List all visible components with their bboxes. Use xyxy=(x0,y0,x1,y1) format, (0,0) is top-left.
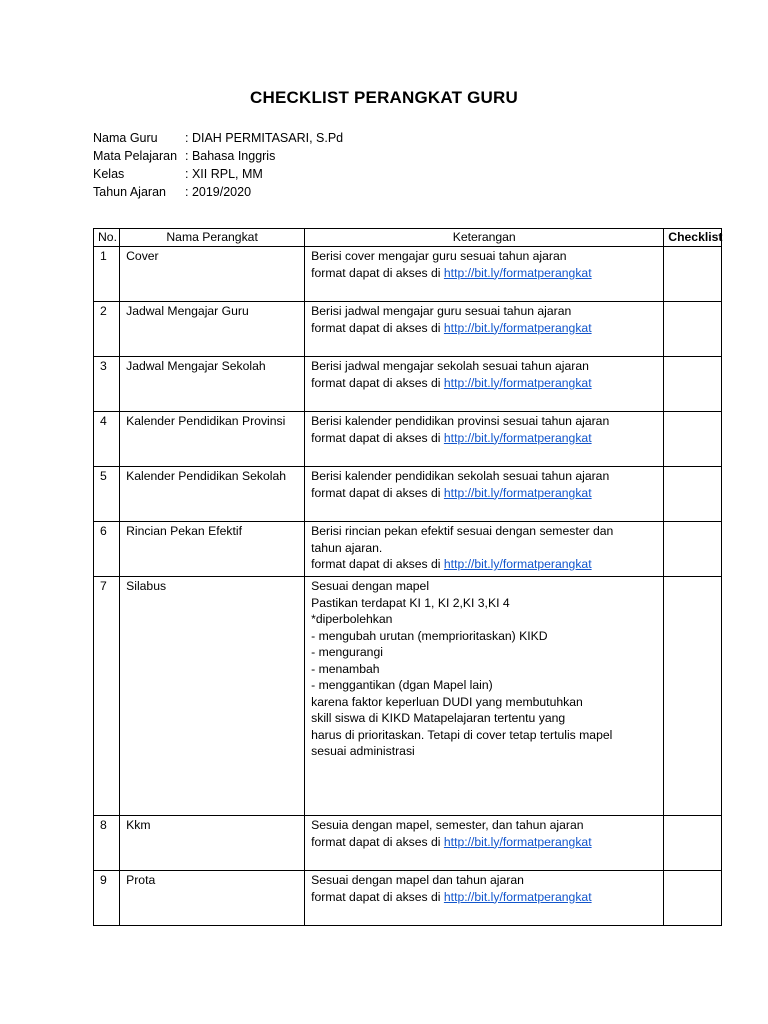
format-link-line xyxy=(311,889,657,906)
link-prefix: format dapat di akses di xyxy=(311,375,444,390)
item-name: Prota xyxy=(120,871,305,926)
row-number: 7 xyxy=(94,577,120,816)
item-name: Kalender Pendidikan Sekolah xyxy=(120,467,305,522)
format-link[interactable]: http://bit.ly/formatperangkat xyxy=(443,430,592,445)
row-number: 2 xyxy=(94,302,120,357)
item-name: Silabus xyxy=(120,577,305,816)
description-line: Berisi cover mengajar guru sesuai tahun ajaran xyxy=(311,249,567,263)
table-row xyxy=(94,302,722,357)
header-checklist: Checklist xyxy=(664,229,722,247)
format-link[interactable]: http://bit.ly/formatperangkat xyxy=(443,834,592,849)
item-description xyxy=(305,247,664,302)
meta-label: Kelas xyxy=(93,167,125,181)
format-link-line xyxy=(311,430,657,447)
table-row xyxy=(94,577,722,816)
item-name: Kalender Pendidikan Provinsi xyxy=(120,412,305,467)
meta-row-mata-pelajaran xyxy=(93,147,343,165)
checklist-cell[interactable] xyxy=(664,871,722,926)
format-link-line xyxy=(311,556,657,573)
table-row xyxy=(94,816,722,871)
item-description xyxy=(305,871,664,926)
row-number: 8 xyxy=(94,816,120,871)
header-no: No. xyxy=(94,229,120,247)
format-link-line xyxy=(311,320,657,337)
row-number: 6 xyxy=(94,522,120,577)
meta-value: : Bahasa Inggris xyxy=(185,149,276,163)
checklist-cell[interactable] xyxy=(664,247,722,302)
format-link-line xyxy=(311,265,657,282)
description-line: Pastikan terdapat KI 1, KI 2,KI 3,KI 4 xyxy=(311,595,510,610)
item-name: Jadwal Mengajar Guru xyxy=(120,302,305,357)
description-line: - menggantikan (dgan Mapel lain) xyxy=(311,678,493,692)
description-line: Berisi kalender pendidikan provinsi sesuai tahun ajaran xyxy=(311,414,610,428)
item-description xyxy=(305,302,664,357)
item-name: Jadwal Mengajar Sekolah xyxy=(120,357,305,412)
item-description xyxy=(305,577,664,816)
meta-value: : XII RPL, MM xyxy=(185,167,263,181)
description-line: Sesuai dengan mapel dan tahun ajaran xyxy=(311,873,524,887)
meta-row-kelas xyxy=(93,165,343,183)
table-row xyxy=(94,871,722,926)
row-number: 5 xyxy=(94,467,120,522)
description-line: harus di prioritaskan. Tetapi di cover tetap tertulis mapel xyxy=(311,727,613,742)
item-description xyxy=(305,467,664,522)
description-line: - mengubah urutan (memprioritaskan) KIKD xyxy=(311,628,548,643)
link-prefix: format dapat di akses di xyxy=(311,320,444,335)
format-link[interactable]: http://bit.ly/formatperangkat xyxy=(443,375,592,390)
item-name: Cover xyxy=(120,247,305,302)
checklist-cell[interactable] xyxy=(664,816,722,871)
link-prefix: format dapat di akses di xyxy=(311,485,444,500)
checklist-cell[interactable] xyxy=(664,302,722,357)
meta-row-nama-guru xyxy=(93,129,343,147)
description-line: karena faktor keperluan DUDI yang membutuhkan xyxy=(311,694,583,709)
row-number: 4 xyxy=(94,412,120,467)
item-name: Kkm xyxy=(120,816,305,871)
header-name: Nama Perangkat xyxy=(120,229,305,247)
item-description xyxy=(305,357,664,412)
checklist-cell[interactable] xyxy=(664,522,722,577)
format-link-line xyxy=(311,375,657,392)
format-link[interactable]: http://bit.ly/formatperangkat xyxy=(443,889,592,904)
description-line: - menambah xyxy=(311,661,380,676)
format-link[interactable]: http://bit.ly/formatperangkat xyxy=(443,485,592,500)
format-link[interactable]: http://bit.ly/formatperangkat xyxy=(443,320,592,335)
link-prefix: format dapat di akses di xyxy=(311,557,444,571)
item-description xyxy=(305,522,664,577)
link-prefix: format dapat di akses di xyxy=(311,265,444,280)
header-desc: Keterangan xyxy=(305,229,664,247)
table-header-row xyxy=(94,229,722,247)
meta-row-tahun-ajaran xyxy=(93,183,343,201)
meta-label: Nama Guru xyxy=(93,131,158,145)
description-line: Berisi jadwal mengajar sekolah sesuai tahun ajaran xyxy=(311,359,589,373)
meta-value: : 2019/2020 xyxy=(185,185,252,199)
item-description xyxy=(305,816,664,871)
description-line: skill siswa di KIKD Matapelajaran tertentu yang xyxy=(311,711,566,725)
link-prefix: format dapat di akses di xyxy=(311,834,444,849)
format-link[interactable]: http://bit.ly/formatperangkat xyxy=(443,265,592,280)
description-line: Berisi kalender pendidikan sekolah sesuai tahun ajaran xyxy=(311,469,610,483)
table-row xyxy=(94,357,722,412)
meta-value: : DIAH PERMITASARI, S.Pd xyxy=(185,131,344,145)
description-line: Berisi rincian pekan efektif sesuai dengan semester dan xyxy=(311,524,614,538)
table-row xyxy=(94,247,722,302)
checklist-cell[interactable] xyxy=(664,357,722,412)
link-prefix: format dapat di akses di xyxy=(311,430,444,445)
row-number: 9 xyxy=(94,871,120,926)
row-number: 1 xyxy=(94,247,120,302)
checklist-cell[interactable] xyxy=(664,467,722,522)
page-title: CHECKLIST PERANGKAT GURU xyxy=(250,88,518,107)
checklist-cell[interactable] xyxy=(664,577,722,816)
table-row xyxy=(94,467,722,522)
format-link-line xyxy=(311,834,657,851)
item-name: Rincian Pekan Efektif xyxy=(120,522,305,577)
description-line: *diperbolehkan xyxy=(311,612,393,626)
description-line: sesuai administrasi xyxy=(311,744,415,758)
link-prefix: format dapat di akses di xyxy=(311,889,444,904)
description-line: Sesuai dengan mapel xyxy=(311,579,430,593)
table-row xyxy=(94,412,722,467)
format-link[interactable]: http://bit.ly/formatperangkat xyxy=(443,557,592,571)
meta-label: Mata Pelajaran xyxy=(93,149,178,163)
description-line: Sesuia dengan mapel, semester, dan tahun ajaran xyxy=(311,818,584,832)
row-number: 3 xyxy=(94,357,120,412)
teacher-info xyxy=(93,129,343,201)
description-line: - mengurangi xyxy=(311,645,383,659)
item-description xyxy=(305,412,664,467)
description-line: tahun ajaran. xyxy=(311,540,383,555)
format-link-line xyxy=(311,485,657,502)
meta-label: Tahun Ajaran xyxy=(93,185,166,199)
description-line: Berisi jadwal mengajar guru sesuai tahun ajaran xyxy=(311,304,572,318)
checklist-table xyxy=(93,228,722,926)
table-row xyxy=(94,522,722,577)
checklist-cell[interactable] xyxy=(664,412,722,467)
